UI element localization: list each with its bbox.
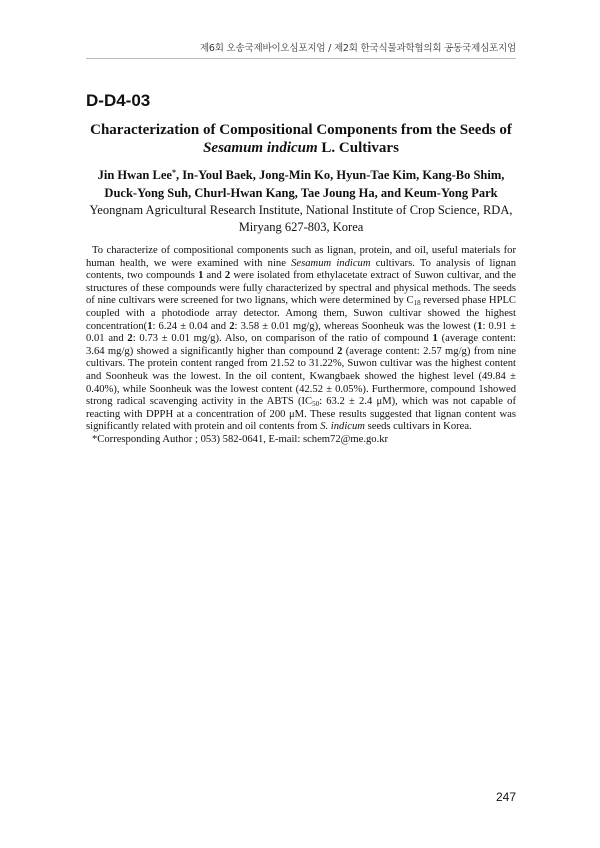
abstract-segment: 2 (229, 320, 235, 332)
abstract-segment: seeds cultivars in Korea. (364, 421, 472, 433)
abstract-segment: and (203, 270, 225, 282)
title-suffix: L. Cultivars (317, 140, 399, 156)
abstract-body (86, 245, 516, 434)
title-line1: Characterization of Compositional Components from the Seeds of (90, 122, 512, 138)
abstract-segment: 2 (224, 270, 231, 282)
abstract-segment: (average content: 2.57 mg/g) from nine cultivars. The protein content ranged from 21.52 to 31.22%, Suwon cultivar was the highest content and Soonheuk was the lowest. In the oil content, Kwangbaek showed the highest level (49.84 ± 0.40%), while Soonheuk was the lowest content (42.52 ± 0.05%). Furthermore, compound 1showed strong radical scavenging activity in the ABTS (IC (86, 345, 516, 408)
authors-line2: Duck-Yong Suh, Churl-Hwan Kang, Tae Joung Ha, and Keum-Yong Park (104, 185, 498, 200)
abstract-segment: 1 (477, 320, 483, 332)
corresponding-author: *Corresponding Author ; 053) 582-0641, E-mail: schem72@me.go.kr (92, 433, 389, 445)
abstract-segment: 1 (432, 333, 438, 345)
abstract-segment: cultivars. To analysis of lignan contents, two compounds (86, 257, 517, 282)
abstract-segment: were isolated from ethylacetate extract of Suwon cultivar, and the structures of these compounds were fully characterized by spectral and physical methods. The seeds of nine cultivars were screened for two lignans, which were determined by C (86, 270, 517, 307)
abstract-segment: S. indicum (320, 421, 365, 433)
title-species: Sesamum indicum (203, 140, 318, 156)
page-number: 247 (495, 790, 516, 804)
abstract-segment: : 63.2 ± 2.4 μM), which was not capable of reacting with DPPH at a concentration of 200 μM. These results suggested that lignan content was significantly related with protein and oil contents from (86, 396, 516, 433)
abstract-segment: To characterize of compositional components such as lignan, protein, and oil, useful materials for human health, we were examined with nine (86, 245, 516, 269)
abstract-segment: : 0.73 ± 0.01 mg/g). Also, on comparison of the ratio of compound (132, 333, 433, 345)
abstract-segment: 18 (413, 299, 421, 308)
affiliation (86, 202, 516, 235)
abstract-segment: 2 (337, 345, 343, 357)
authors-line1: , In-Youl Baek, Jong-Min Ko, Hyun-Tae Kim, Kang-Bo Shim, (175, 168, 505, 182)
author-first: Jin Hwan Lee (97, 168, 172, 182)
abstract-segment: (average content: 3.64 mg/g) showed a significantly higher than compound (86, 333, 516, 357)
abstract-segment: : 3.58 ± 0.01 mg/g), whereas Soonheuk was the lowest ( (234, 320, 478, 332)
abstract-segment: 50 (312, 400, 320, 409)
running-header: 제6회 오송국제바이오심포지엄 / 제2회 한국식물과학협의회 공동국제심포지엄 (199, 43, 516, 54)
abstract-segment: : 0.91 ± 0.01 and (86, 320, 517, 345)
article-content (86, 91, 516, 447)
abstract-segment: 2 (127, 333, 133, 345)
authors (86, 167, 516, 202)
abstract-segment: 1 (198, 270, 204, 282)
abstract-segment: Sesamum indicum (291, 257, 371, 269)
affiliation-line1: Yeongnam Agricultural Research Institute, National Institute of Crop Science, RDA, (89, 203, 513, 217)
affiliation-line2: Miryang 627-803, Korea (238, 219, 364, 234)
header-divider (86, 58, 516, 59)
abstract-segment: 1 (147, 320, 153, 332)
abstract-segment: reversed phase HPLC coupled with a photodiode array detector. Among them, Suwon cultivar showed the highest concentration( (86, 295, 516, 332)
corresponding-mark: * (171, 168, 176, 177)
paper-title (86, 121, 516, 157)
abstract-segment: : 6.24 ± 0.04 and (152, 320, 230, 332)
abstract-code: D-D4-03 (86, 91, 151, 110)
